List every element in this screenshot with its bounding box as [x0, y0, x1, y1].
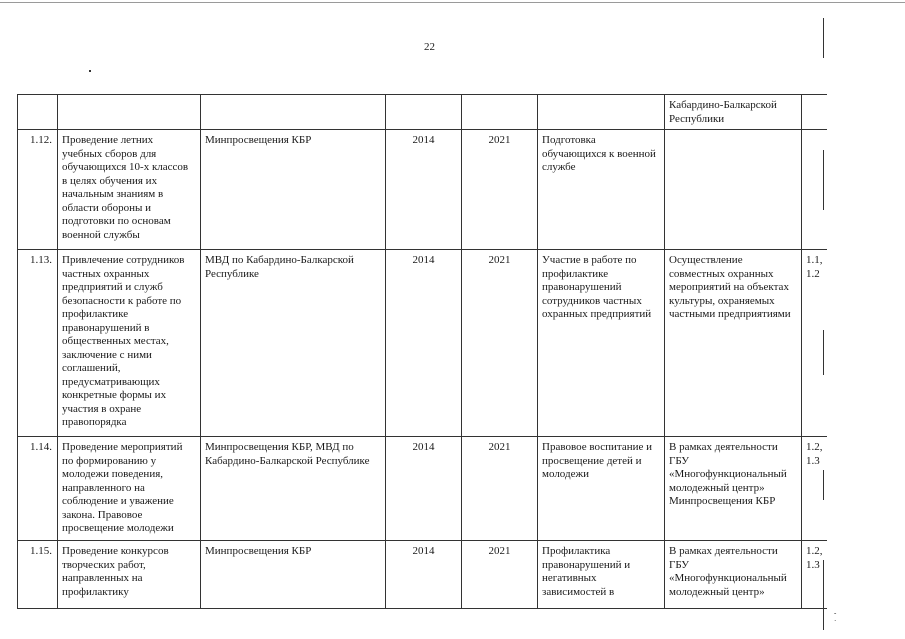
table-cell-end-year: 2021: [462, 437, 538, 541]
table-cell-start-year: 2014: [386, 130, 462, 250]
table-cell-link: [802, 130, 827, 250]
table-row-continuation: [18, 95, 827, 130]
scan-margin-line: [823, 18, 824, 58]
table-cell-activity: Проведение конкурсов творческих работ, направленных на профилактику: [58, 541, 201, 609]
table-cell-number: 1.14.: [18, 437, 58, 541]
table-cell-activity: Привлечение сотрудников частных охранных предприятий и служб безопасности к работе по профилактике правонарушений в общественных местах, заключение с ними соглашений, предусматривающих конкретные формы их участия в охране правопорядка: [58, 250, 201, 437]
table-cell-result: Подготовка обучающихся к военной службе: [538, 130, 665, 250]
table-cell-link: 1.1, 1.2: [802, 250, 827, 437]
table-cell-end-year: 2021: [462, 130, 538, 250]
table-cell-result: Профилактика правонарушений и негативных зависимостей в: [538, 541, 665, 609]
table-cell-number: 1.13.: [18, 250, 58, 437]
table-cell-executor: МВД по Кабардино-Балкарской Республике: [201, 250, 386, 437]
table-cell-executor: Минпросвещения КБР: [201, 130, 386, 250]
table-cell-activity: Проведение мероприятий по формированию у молодежи поведения, направленного на соблюдение и уважение закона. Правовое просвещение молодежи: [58, 437, 201, 541]
table-cell-result: Участие в работе по профилактике правонарушений сотрудников частных охранных предприятий: [538, 250, 665, 437]
table-cell-number: 1.12.: [18, 130, 58, 250]
table-row: [18, 437, 827, 541]
table-cell-note: В рамках деятельности ГБУ «Многофункциональный молодежный центр» Минпросвещения КБР: [665, 437, 802, 541]
table-cell-note: Осуществление совместных охранных мероприятий на объектах культуры, охраняемых частными предприятиями: [665, 250, 802, 437]
table-cell-start-year: 2014: [386, 437, 462, 541]
scan-speck: [89, 70, 91, 72]
table-cell-empty: [802, 95, 827, 130]
table-cell-start-year: 2014: [386, 250, 462, 437]
table-cell-number: 1.15.: [18, 541, 58, 609]
table-row: [18, 541, 827, 609]
table-cell-empty: [462, 95, 538, 130]
table-cell-empty: [58, 95, 201, 130]
table-cell-empty: [201, 95, 386, 130]
table-cell-activity: Проведение летних учебных сборов для обучающихся 10-х классов в целях обучения их начальным знаниям в области обороны и подготовки по основам военной службы: [58, 130, 201, 250]
table-cell-executor: Минпросвещения КБР, МВД по Кабардино-Балкарской Республике: [201, 437, 386, 541]
table-cell-start-year: 2014: [386, 541, 462, 609]
table-cell-result: Правовое воспитание и просвещение детей и молодежи: [538, 437, 665, 541]
table-cell-note: Кабардино-Балкарской Республики: [665, 95, 802, 130]
program-activities-table: [17, 94, 827, 609]
top-border-line: [0, 2, 905, 3]
table-cell-end-year: 2021: [462, 250, 538, 437]
page-number: 22: [424, 41, 435, 53]
table-cell-note: В рамках деятельности ГБУ «Многофункциональный молодежный центр»: [665, 541, 802, 609]
table-cell-note: [665, 130, 802, 250]
table-row: [18, 250, 827, 437]
scan-corner-marks: ‐ ·: [834, 609, 867, 625]
table-cell-link: 1.2, 1.3: [802, 541, 827, 609]
table-cell-executor: Минпросвещения КБР: [201, 541, 386, 609]
table-cell-link: 1.2, 1.3: [802, 437, 827, 541]
table-cell-empty: [18, 95, 58, 130]
table-cell-empty: [538, 95, 665, 130]
table-cell-empty: [386, 95, 462, 130]
table-row: [18, 130, 827, 250]
table-cell-end-year: 2021: [462, 541, 538, 609]
